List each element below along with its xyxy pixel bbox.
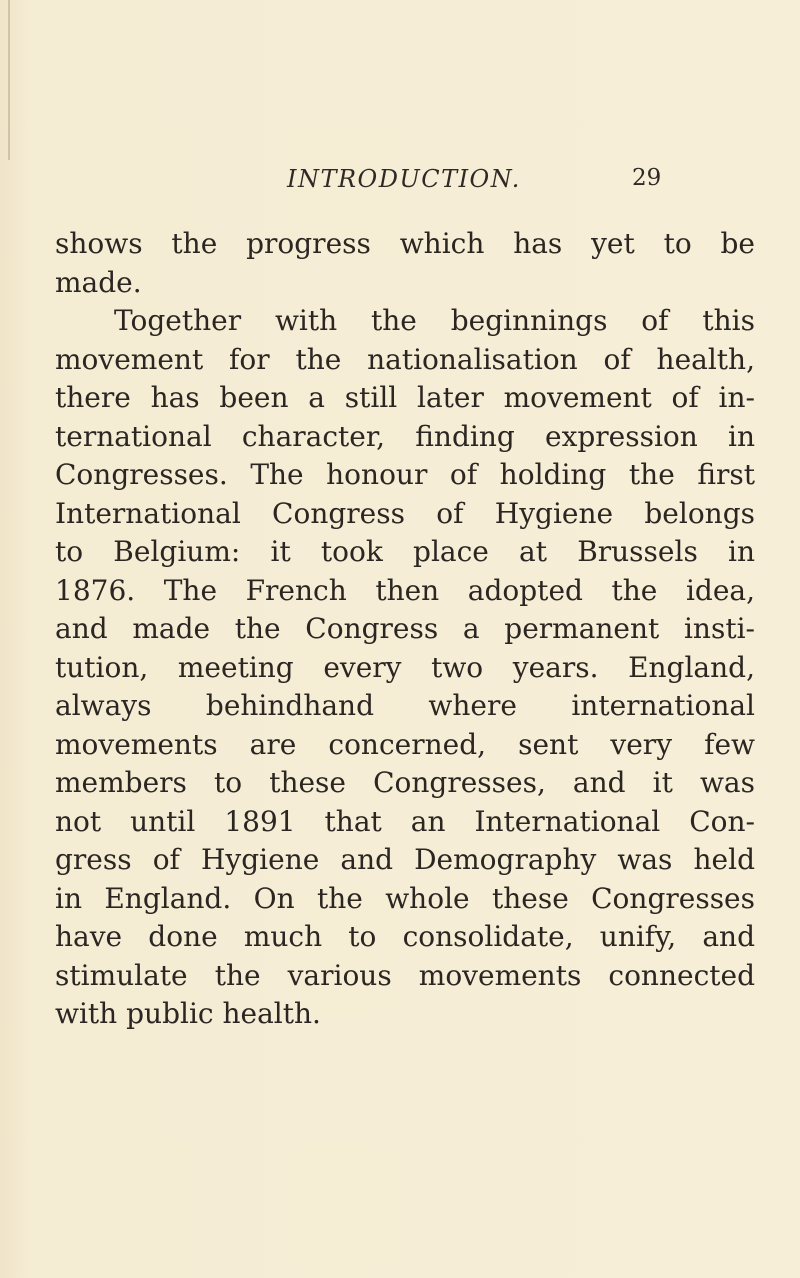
text-line: members to these Congresses, and it was — [55, 766, 755, 799]
text-line: always behindhand where international — [55, 689, 755, 722]
text-line: have done much to consolidate, unify, and — [55, 920, 755, 953]
text-line: stimulate the various movements connected — [55, 958, 755, 992]
text-line: movement for the nationalisation of health, — [55, 342, 755, 376]
text-line: ternational character, finding expression in — [55, 419, 755, 453]
page-gutter-edge — [8, 0, 10, 160]
text-line: movements are concerned, sent very few — [55, 727, 755, 761]
text-line: 1876. The French then adopted the idea, — [55, 573, 755, 607]
text-line: shows the progress which has yet to be — [55, 227, 755, 260]
text-line: there has been a still later movement of in- — [55, 381, 755, 414]
text-line: not until 1891 that an International Con- — [55, 804, 755, 838]
text-line: with public health. — [55, 997, 321, 1030]
text-line: and made the Congress a permanent insti- — [55, 612, 755, 645]
text-line: to Belgium: it took place at Brussels in — [55, 535, 755, 568]
page-number: 29 — [632, 165, 662, 191]
paragraph-first-line: Together with the beginnings of this — [114, 304, 755, 337]
running-head — [0, 165, 800, 205]
text-line: Congresses. The honour of holding the first — [55, 458, 755, 491]
text-line: International Congress of Hygiene belongs — [55, 496, 755, 530]
text-line: gress of Hygiene and Demography was held — [55, 843, 755, 876]
text-line: tution, meeting every two years. England, — [55, 650, 755, 684]
text-line: made. — [55, 265, 142, 299]
body-text — [55, 225, 755, 1034]
text-line: in England. On the whole these Congresses — [55, 881, 755, 915]
running-title: INTRODUCTION. — [287, 165, 521, 193]
